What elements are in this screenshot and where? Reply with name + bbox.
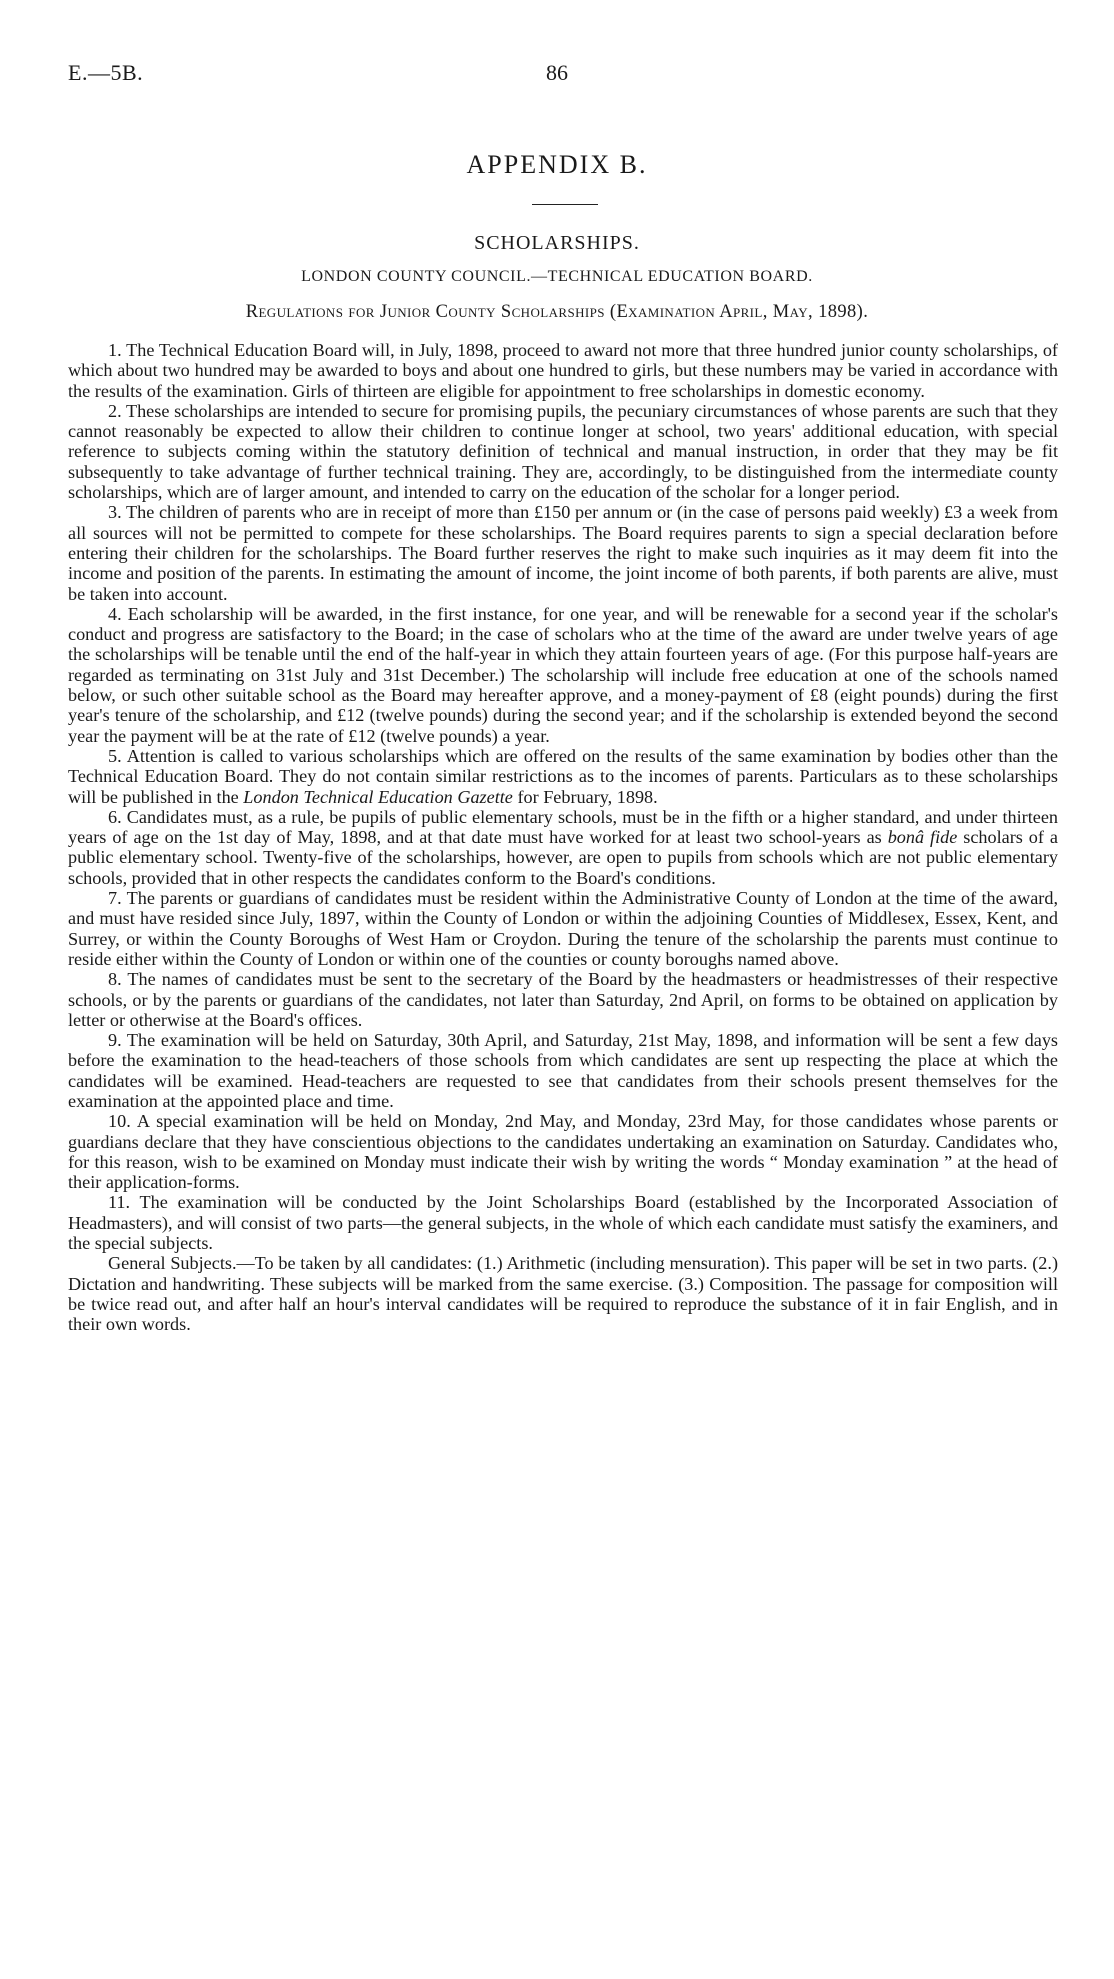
- appendix-title: APPENDIX B.: [466, 150, 648, 179]
- paragraph-6: [68, 807, 1058, 888]
- paragraph-8: 8. The names of candidates must be sent to the secretary of the Board by the headmasters or headmistresses of their respective schools, or by the parents or guardians of the candidates, not later than Saturday, 2nd April, on forms to be obtained on application by letter or otherwise at the Board's offices.: [68, 969, 1058, 1030]
- page-header: [68, 60, 1046, 88]
- bona-fide-term: bonâ fide: [887, 827, 958, 848]
- paragraph-10: 10. A special examination will be held on Monday, 2nd May, and Monday, 23rd May, for those candidates whose parents or guardians declare that they have conscientious objections to the candidates undertaking an examination on Saturday. Candidates who, for this reason, wish to be examined on Monday must indicate their wish by writing the words “ Monday examination ” at the head of their application-forms.: [68, 1111, 1058, 1193]
- paragraph-2: 2. These scholarships are intended to secure for promising pupils, the pecuniary circumstances of whose parents are such that they cannot reasonably be expected to allow their children to continue longer at school, two years' additional education, with special reference to subjects coming within the statutory definition of technical and manual instruction, in order that they may be fit subsequently to take advantage of further technical training. They are, accordingly, to be distinguished from the intermediate county scholarships, which are of larger amount, and intended to carry on the education of the scholar for a longer period.: [68, 400, 1058, 503]
- paragraph-5: [68, 746, 1058, 807]
- page-number: 86: [546, 60, 568, 85]
- section-title: SCHOLARSHIPS.: [474, 232, 640, 254]
- gazette-title: London Technical Education Gazette: [243, 786, 513, 807]
- paragraph-general-subjects: General Subjects.—To be taken by all candidates: (1.) Arithmetic (including mensuration). This paper will be set in two parts. (2.) Dictation and handwriting. These subjects will be marked from the same exercise. (3.) Composition. The passage for composition will be twice read out, and after half an hour's interval candidates will be required to reproduce the substance of it in fair English, and in their own words.: [68, 1253, 1058, 1335]
- paragraph-3: 3. The children of parents who are in receipt of more than £150 per annum or (in the case of persons paid weekly) £3 a week from all sources will not be permitted to compete for these scholarships. The Board requires parents to sign a special declaration before entering their children for the scholarships. The Board further reserves the right to make such inquiries as it may deem fit into the income and position of the parents. In estimating the amount of income, the joint income of both parents, if both parents are alive, must be taken into account.: [68, 502, 1058, 604]
- paragraph-5-tail: for February, 1898.: [512, 786, 658, 807]
- paragraph-7: 7. The parents or guardians of candidates must be resident within the Administrative County of London at the time of the award, and must have resided since July, 1897, within the County of London or within the adjoining Counties of Middlesex, Essex, Kent, and Surrey, or within the County Boroughs of West Ham or Croydon. During the tenure of the scholarship the parents must continue to reside either within the County of London or within one of the counties or county boroughs named above.: [68, 888, 1058, 969]
- title-divider: [532, 204, 598, 205]
- board-title: LONDON COUNTY COUNCIL.—TECHNICAL EDUCATION BOARD.: [301, 268, 813, 285]
- document-reference: E.—5B.: [68, 60, 144, 85]
- paragraph-4: 4. Each scholarship will be awarded, in the first instance, for one year, and will be renewable for a second year if the scholar's conduct and progress are satisfactory to the Board; in the case of scholars who at the time of the award are under twelve years of age the scholarships will be tenable until the end of the half-year in which they attain fourteen years of age. (For this purpose half-years are regarded as terminating on 31st July and 31st December.) The scholarship will include free education at one of the schools named below, or such other suitable school as the Board may hereafter approve, and a money-payment of £8 (eight pounds) during the first year's tenure of the scholarship, and £12 (twelve pounds) during the second year; and if the scholarship is extended beyond the second year the payment will be at the rate of £12 (twelve pounds) a year.: [68, 603, 1058, 746]
- paragraph-1: 1. The Technical Education Board will, in July, 1898, proceed to award not more that three hundred junior county scholarships, of which about two hundred may be awarded to boys and about one hundred to girls, but these numbers may be varied in accordance with the results of the examination. Girls of thirteen are eligible for appointment to free scholarships in domestic economy.: [68, 340, 1058, 401]
- regulations-body: [68, 340, 1058, 1335]
- paragraph-5-text: 5. Attention is called to various scholarships which are offered on the results of the same examination by bodies other than the Technical Education Board. They do not contain similar restrictions as to the incomes of parents. Particulars as to these scholarships will be published in the: [68, 745, 1058, 807]
- regulations-title: Regulations for Junior County Scholarships (Examination April, May, 1898).: [245, 302, 869, 322]
- paragraph-9: 9. The examination will be held on Saturday, 30th April, and Saturday, 21st May, 1898, and information will be sent a few days before the examination to the head-teachers of those schools from which candidates are sent up respecting the place at which the candidates will be examined. Head-teachers are requested to see that candidates from their schools present themselves for the examination at the appointed place and time.: [68, 1030, 1058, 1111]
- paragraph-6-tail: scholars of a public elementary school. Twenty-five of the scholarships, however, are open to pupils from schools which are not public elementary schools, provided that in other respects the candidates conform to the Board's conditions.: [68, 827, 1058, 888]
- paragraph-6-text: 6. Candidates must, as a rule, be pupils of public elementary schools, must be in the fifth or a higher standard, and under thirteen years of age on the 1st day of May, 1898, and at that date must have worked for at least two school-years as: [68, 806, 1058, 848]
- paragraph-11: 11. The examination will be conducted by the Joint Scholarships Board (established by the Incorporated Association of Headmasters), and will consist of two parts—the general subjects, in the whole of which each candidate must satisfy the examiners, and the special subjects.: [68, 1192, 1058, 1254]
